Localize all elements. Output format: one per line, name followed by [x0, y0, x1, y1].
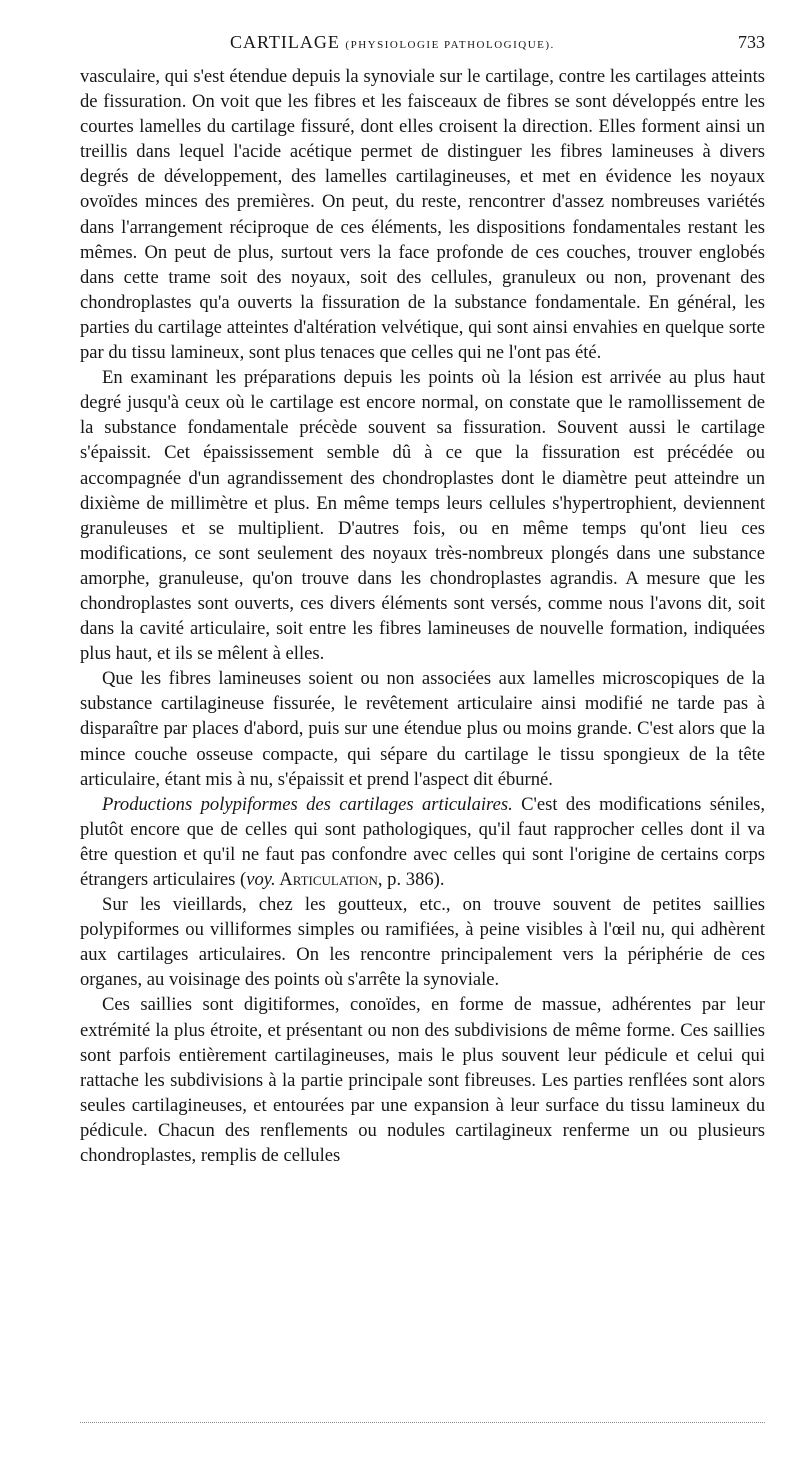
paragraph-5: Sur les vieillards, chez les goutteux, etc., on trouve souvent de petites saillies polypiformes ou villiformes simples ou ramifiées, à peine visibles à l'œil nu, qui adhèrent aux cartilages articulaires. On les rencontre principalement vers la périphérie de ces organes, au voisinage des points où s'arrête la synoviale.: [80, 894, 765, 991]
running-header: [80, 32, 765, 58]
running-title: [230, 32, 555, 53]
paragraph-6: Ces saillies sont digitiformes, conoïdes, en forme de massue, adhérentes par leur extrémité la plus étroite, et présentant ou non des subdivisions de même forme. Ces saillies sont parfois entièrement cartilagineuses, mais le plus souvent leur pédicule et celui qui rattache les subdivisions à la partie principale sont fibreuses. Les parties renflées sont alors seules cartilagineuses, et entourées par une expansion à leur surface du tissu lamineux du pédicule. Chacun des renflements ou nodules cartilagineux renferme un ou plusieurs chondroplastes, remplis de cellules: [80, 994, 765, 1167]
reference-voy: voy.: [246, 869, 276, 890]
reference-page: , p. 386).: [377, 869, 445, 890]
body-text: [80, 64, 765, 1168]
running-title-main: CARTILAGE: [230, 32, 340, 52]
reference-articulation: Articulation: [275, 869, 378, 890]
footer-rule: [80, 1422, 765, 1423]
running-title-sub: (PHYSIOLOGIE PATHOLOGIQUE).: [345, 39, 555, 51]
paragraph-2: En examinant les préparations depuis les points où la lésion est arrivée au plus haut degré jusqu'à ceux où le cartilage est encore normal, on constate que le ramollissement de la substance fondamentale précède souvent sa fissuration. Souvent aussi le cartilage s'épaissit. Cet épaississement semble dû à ce que la fissuration est précédée ou accompagnée d'un agrandissement des chondroplastes dont le diamètre peut atteindre un dixième de millimètre et plus. En même temps leurs cellules s'hypertrophient, deviennent granuleuses et se multiplient. D'autres fois, ou en même temps qu'ont lieu ces modifications, ce sont seulement des noyaux très-nombreux plongés dans une substance amorphe, granuleuse, qu'on trouve dans les chondroplastes agrandis. A mesure que les chondroplastes sont ouverts, ces divers éléments sont versés, comme nous l'avons dit, soit dans la cavité articulaire, soit entre les fibres lamineuses de nouvelle formation, indiquées plus haut, et ils se mêlent à elles.: [80, 367, 765, 665]
section-heading: Productions polypiformes des cartilages articulaires.: [102, 793, 513, 815]
page: [80, 32, 765, 1168]
paragraph-3: Que les fibres lamineuses soient ou non associées aux lamelles microscopiques de la substance cartilagineuse fissurée, le revêtement articulaire ainsi modifié ne tarde pas à disparaître par places d'abord, puis sur une étendue plus ou moins grande. C'est alors que la mince couche osseuse compacte, qui sépare du cartilage le tissu spongieux de la tête articulaire, étant mis à nu, s'épaissit et prend l'aspect dit éburné.: [80, 668, 765, 790]
paragraph-4: [80, 792, 765, 892]
paragraph-1: vasculaire, qui s'est étendue depuis la synoviale sur le cartilage, contre les cartilages atteints de fissuration. On voit que les fibres et les faisceaux de fibres se sont développés entre les courtes lamelles du cartilage fissuré, dont elles croisent la direction. Elles forment ainsi un treillis dans lequel l'acide acétique permet de distinguer les fibres lamineuses à divers degrés de développement, des lamelles cartilagineuses, et met en évidence les noyaux ovoïdes minces des premières. On peut, du reste, rencontrer d'assez nombreuses variétés dans l'arrangement réciproque de ces éléments, les dispositions fondamentales restant les mêmes. On peut de plus, surtout vers la face profonde de ces couches, trouver englobés dans cette trame soit des noyaux, soit des cellules, granuleux ou non, provenant des chondroplastes qu'a ouverts la fissuration de la substance fondamentale. En général, les parties du cartilage atteintes d'altération velvétique, qui sont ainsi envahies en quelque sorte par du tissu lamineux, sont plus tenaces que celles qui ne l'ont pas été.: [80, 66, 765, 364]
page-number: 733: [738, 32, 765, 52]
paragraph-4-text: C'est des modifications séniles, plutôt encore que de celles qui sont pathologiques, qu'il faut rapprocher celles dont il va être question et qu'il ne faut pas confondre avec celles qui sont l'origine de certains corps étrangers articulaires (: [80, 793, 765, 890]
